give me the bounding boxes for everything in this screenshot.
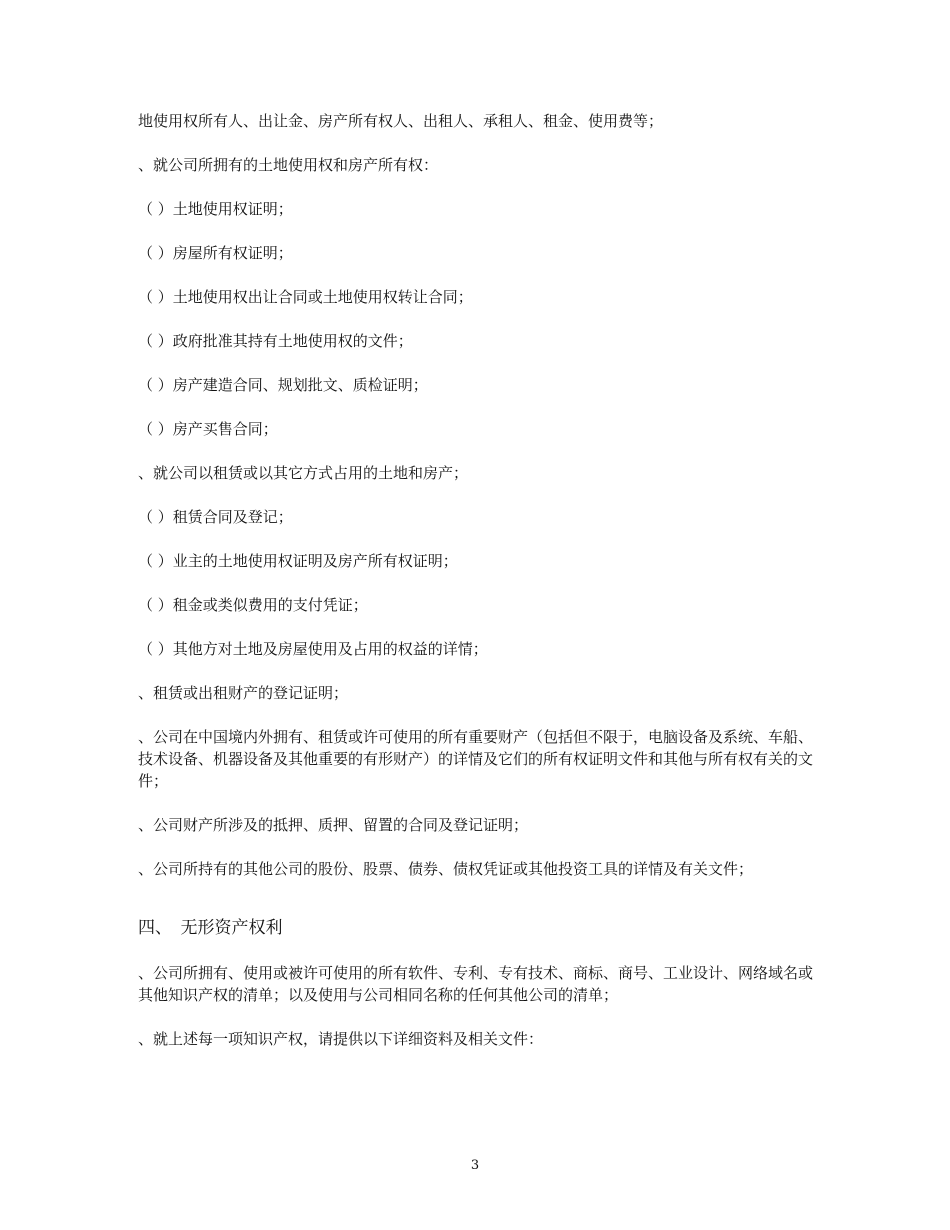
list-item: （ ）房屋所有权证明； <box>138 244 293 262</box>
paragraph-lease-registration: 、租赁或出租财产的登记证明； <box>138 684 349 702</box>
paragraph-intellectual-property-list: 、公司所拥有、使用或被许可使用的所有软件、专利、专有技术、商标、商号、工业设计、网络域名或其他知识产权的清单；以及使用与公司相同名称的任何其他公司的清单； <box>138 964 814 1004</box>
list-item: （ ）政府批准其持有土地使用权的文件； <box>138 332 413 350</box>
paragraph-property-security: 、公司财产所涉及的抵押、质押、留置的合同及登记证明； <box>138 816 529 834</box>
page-number: 3 <box>470 1158 480 1173</box>
document-body <box>138 110 818 1072</box>
list-item: （ ）房产建造合同、规划批文、质检证明； <box>138 376 428 394</box>
list-item: （ ）房产买售合同； <box>138 420 278 438</box>
paragraph-important-property: 、公司在中国境内外拥有、租赁或许可使用的所有重要财产（包括但不限于，电脑设备及系统、车船、技术设备、机器设备及其他重要的有形财产）的详情及它们的所有权证明文件和其他与所有权有关的文件； <box>138 728 814 790</box>
paragraph-leased-land-property: 、就公司以租赁或以其它方式占用的土地和房产； <box>138 464 469 482</box>
section-heading-intangible-assets: 四、 无形资产权利 <box>138 918 283 938</box>
paragraph-land-use-summary: 地使用权所有人、出让金、房产所有权人、出租人、承租人、租金、使用费等； <box>138 112 664 130</box>
paragraph-investment-holdings: 、公司所持有的其他公司的股份、股票、债券、债权凭证或其他投资工具的详情及有关文件； <box>138 860 754 878</box>
list-item: （ ）土地使用权出让合同或土地使用权转让合同； <box>138 288 473 306</box>
list-item: （ ）土地使用权证明； <box>138 200 293 218</box>
list-item: （ ）其他方对土地及房屋使用及占用的权益的详情； <box>138 640 488 658</box>
paragraph-intellectual-property-details: 、就上述每一项知识产权，请提供以下详细资料及相关文件： <box>138 1030 544 1048</box>
list-item: （ ）租赁合同及登记； <box>138 508 293 526</box>
paragraph-owned-land-property: 、就公司所拥有的土地使用权和房产所有权： <box>138 156 439 174</box>
list-item: （ ）租金或类似费用的支付凭证； <box>138 596 368 614</box>
list-item: （ ）业主的土地使用权证明及房产所有权证明； <box>138 552 458 570</box>
